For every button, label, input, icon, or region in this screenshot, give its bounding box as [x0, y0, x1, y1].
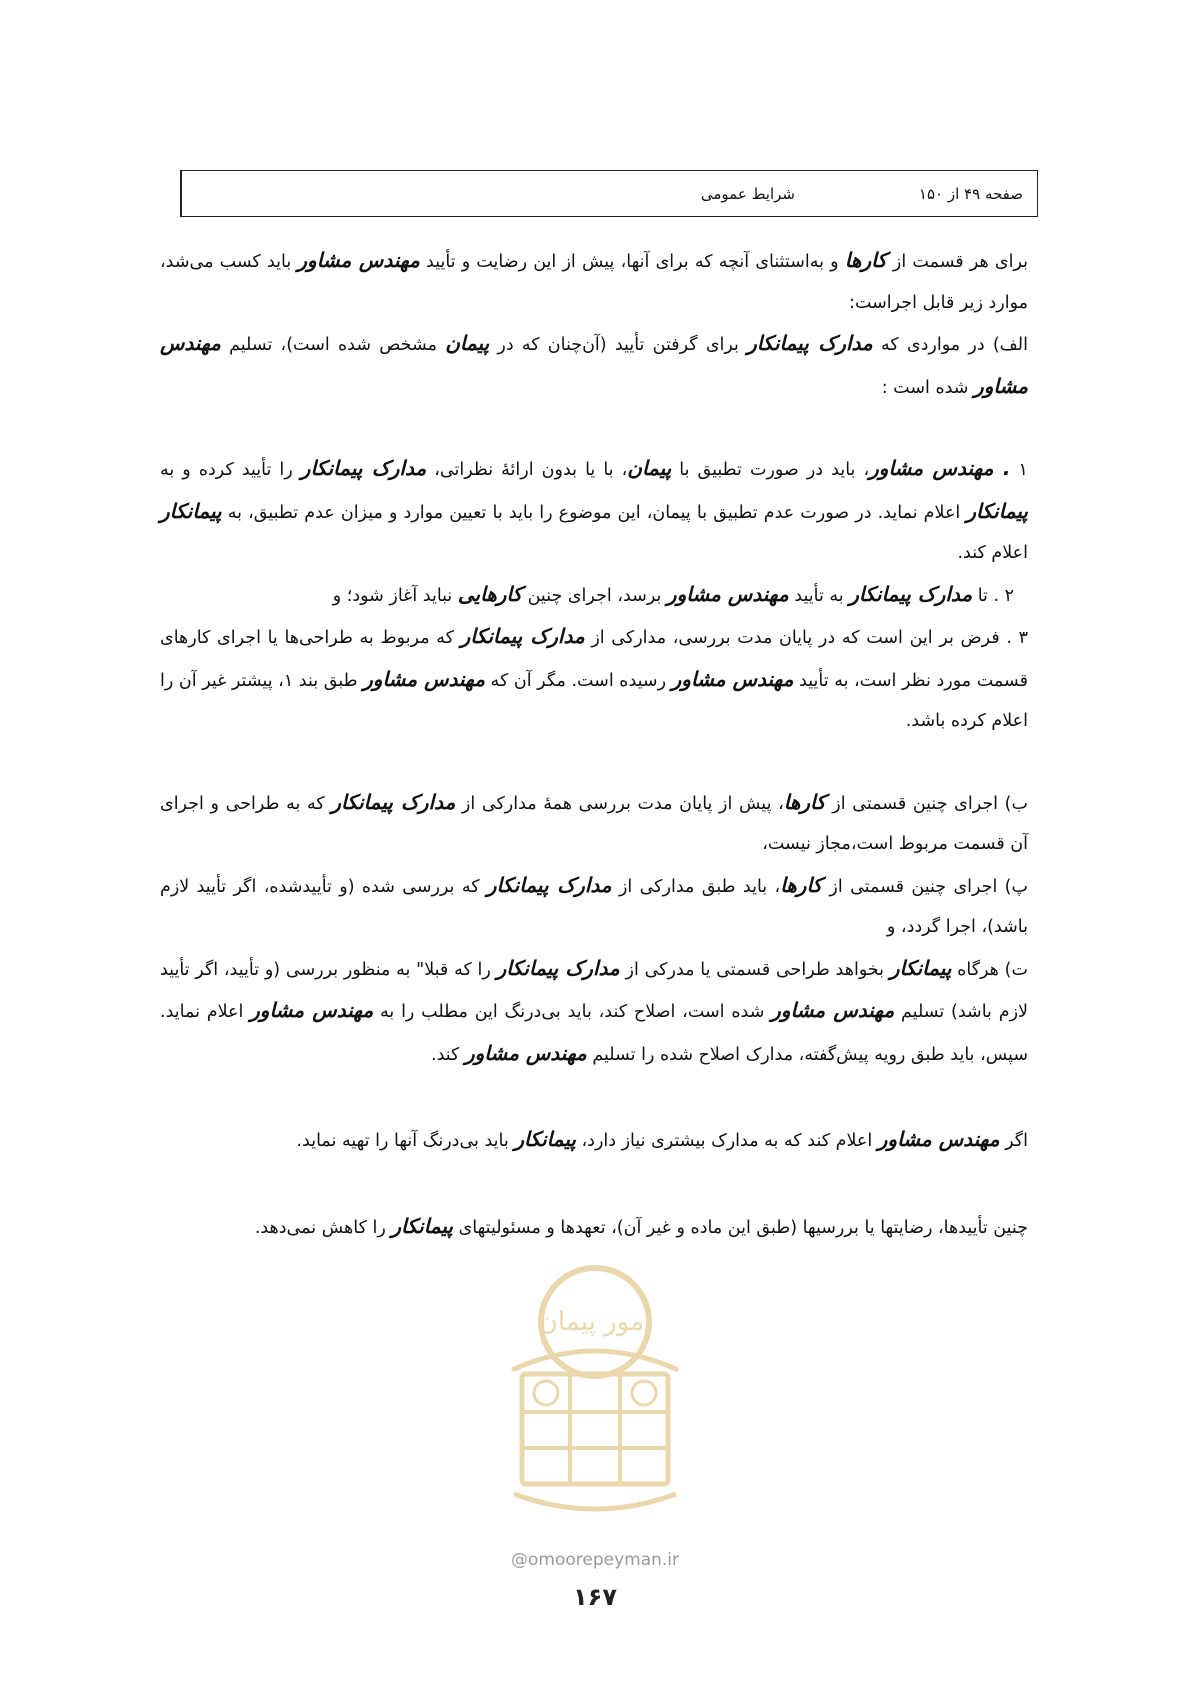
item-1: ۱ . مهندس مشاور، باید در صورت تطبیق با پیمان، با یا بدون ارائهٔ نظراتی، مدارک پیمانکار را تأیید کرده و به پیمانکار اعلام نماید. در صورت عدم تطبیق با پیمان، این موضوع را باید با تعیین موارد و میزان عدم تطبیق، به پیمانکار اعلام کند. — [160, 456, 1028, 563]
page-number: ۱۶۷ — [573, 1583, 617, 1611]
document-body — [160, 240, 1028, 1248]
page-header — [180, 170, 1038, 217]
header-section-title: شرایط عمومی — [181, 171, 809, 216]
item-2: ۲ . تا مدارک پیمانکار به تأیید مهندس مشاور برسد، اجرای چنین کارهایی نباید آغاز شود؛ و — [332, 581, 1014, 606]
header-page-info: صفحه ۴۹ از ۱۵۰ — [918, 184, 1023, 203]
intro-paragraph: برای هر قسمت از کارها و به‌استثنای آنچه که برای آنها، پیش از این رضایت و تأیید مهندس مشاور باید کسب می‌شد، موارد زیر قابل اجراست: — [160, 248, 1029, 313]
item-3: ۳ . فرض بر این است که در پایان مدت بررسی، مدارکی از مدارک پیمانکار که مربوط به طراحی‌ها یا اجرای کارهای قسمت مورد نظر است، به تأیید مهندس مشاور رسیده است. مگر آن که مهندس مشاور طبق بند ۱، پیشتر غیر آن را اعلام کرده باشد. — [160, 624, 1028, 731]
watermark-logo — [492, 1262, 698, 1522]
paragraph-agar: اگر مهندس مشاور اعلام کند که به مدارک بیشتری نیاز دارد، پیمانکار باید بی‌درنگ آنها را تهیه نماید. — [296, 1127, 1028, 1151]
paragraph-chenin: چنین تأییدها، رضایتها یا بررسیها (طبق این ماده و غیر آن)، تعهدها و مسئولیتهای پیمانکار را کاهش نمی‌دهد. — [254, 1213, 1028, 1238]
clause-te: ت) هرگاه پیمانکار بخواهد طراحی قسمتی یا مدرکی از مدارک پیمانکار را که قبلا" به منظور بررسی (و تأیید، اگر تأیید لازم باشد) تسلیم مهندس مشاور شده است، اصلاح کند، باید بی‌درنگ این مطلب را به مهندس مشاور اعلام نماید. سپس، باید طبق رویه پیش‌گفته، مدارک اصلاح شده را تسلیم مهندس مشاور کند. — [160, 955, 1029, 1065]
clause-pe: پ) اجرای چنین قسمتی از کارها، باید طبق مدارکی از مدارک پیمانکار که بررسی شده (و تأییدشده، اگر تأیید لازم باشد)، اجرا گردد، و — [160, 872, 1028, 937]
watermark-logo-text: امور پیمان — [538, 1307, 652, 1337]
watermark-url: @omoorepeyman.ir — [510, 1550, 680, 1570]
clause-be: ب) اجرای چنین قسمتی از کارها، پیش از پایان مدت بررسی همهٔ مدارکی از مدارک پیمانکار که به طراحی و اجرای آن قسمت مربوط است،مجاز نیست، — [160, 789, 1028, 854]
clause-alef: الف) در مواردی که مدارک پیمانکار برای گرفتن تأیید (آن‌چنان که در پیمان مشخص شده است)، تسلیم مهندس مشاور شده است : — [160, 331, 1028, 398]
